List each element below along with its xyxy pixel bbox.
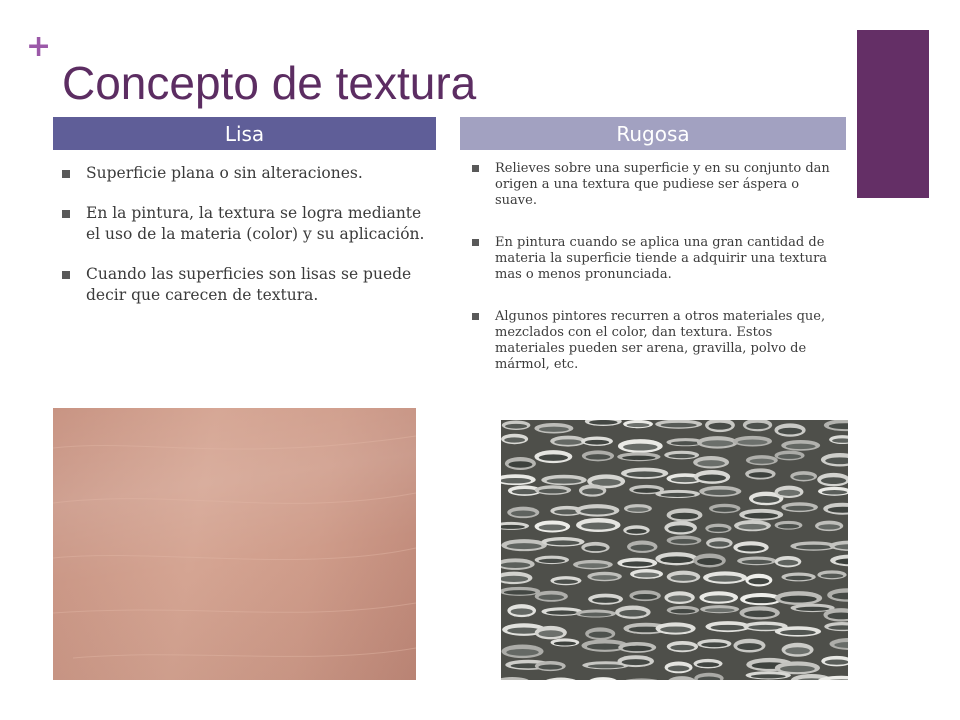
column-header-lisa: Lisa	[53, 117, 436, 150]
smooth-texture-lines	[53, 408, 416, 680]
rough-texture-pattern	[501, 420, 848, 680]
lisa-bullet-list	[62, 163, 434, 325]
plus-icon: +	[26, 29, 52, 64]
rugosa-bullet-list	[472, 161, 844, 399]
bullet-item: En pintura cuando se aplica una gran cantidad de materia la superficie tiende a adquirir una textura mas o menos pronunciada.	[472, 235, 844, 283]
bullet-item: Superficie plana o sin alteraciones.	[62, 163, 434, 184]
column-header-rugosa: Rugosa	[460, 117, 846, 150]
bullet-item: En la pintura, la textura se logra mediante el uso de la materia (color) y su aplicación.	[62, 203, 434, 245]
slide-title: Concepto de textura	[62, 57, 477, 109]
accent-bar	[857, 30, 929, 198]
bullet-item: Cuando las superficies son lisas se puede decir que carecen de textura.	[62, 264, 434, 306]
bullet-item: Relieves sobre una superficie y en su conjunto dan origen a una textura que pudiese ser áspera o suave.	[472, 161, 844, 209]
smooth-texture-photo	[53, 408, 416, 680]
rough-texture-photo	[501, 420, 848, 680]
bullet-item: Algunos pintores recurren a otros materiales que, mezclados con el color, dan textura. Estos materiales pueden ser arena, gravilla, polvo de mármol, etc.	[472, 309, 844, 373]
